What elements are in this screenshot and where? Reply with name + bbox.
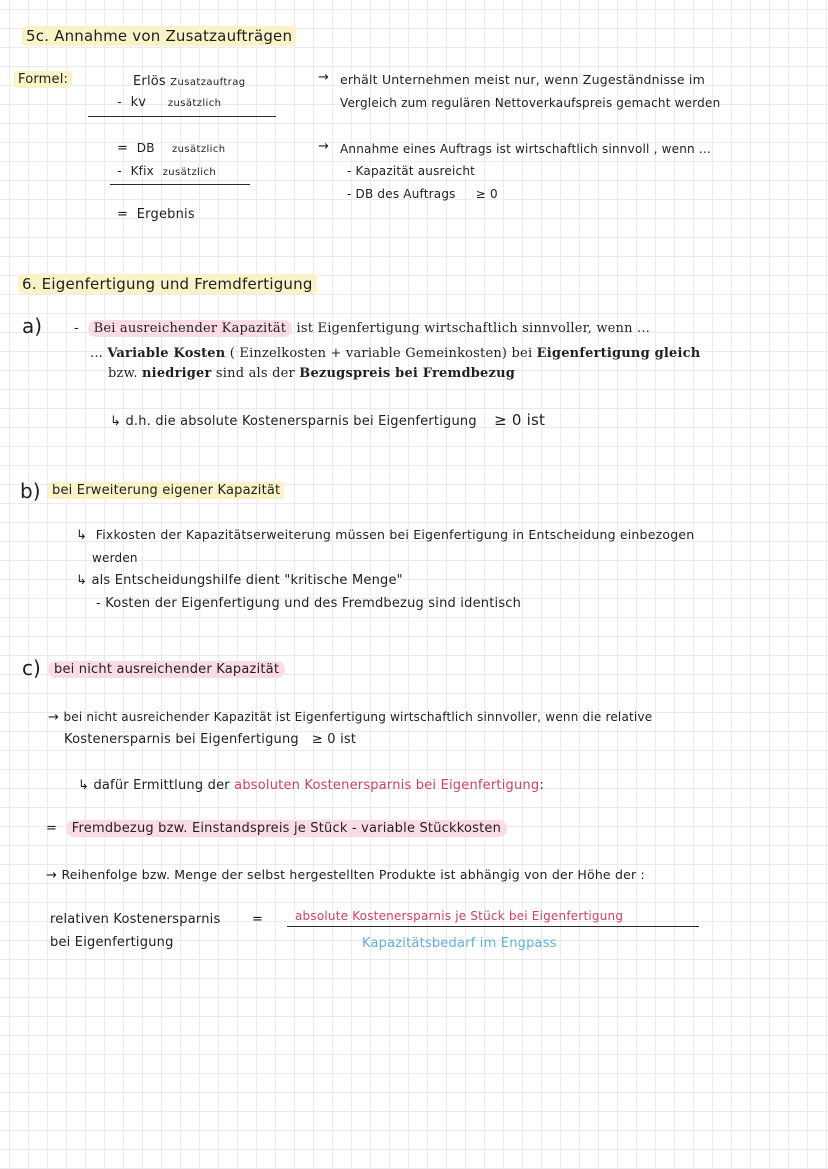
a-line-4: ↳ d.h. die absolute Kostenersparnis bei Eigenfertigung ≥ 0 ist [110,411,546,429]
subsection-c-label: c) [22,656,41,680]
b-line-1: ↳ Fixkosten der Kapazitätserweiterung müssen bei Eigenfertigung in Entscheidung einbezogen [76,527,695,543]
a-line-1: - Bei ausreichender Kapazität ist Eigenfertigung wirtschaftlich sinnvoller, wenn ... [74,321,651,336]
relative-savings-equals: = [252,912,264,927]
c-line-4: = Fremdbezug bzw. Einstandspreis je Stück - variable Stückkosten [46,821,507,837]
subsection-b-label: b) [20,479,41,503]
a-line-3: bzw. niedriger sind als der Bezugspreis bei Fremdbezug [108,366,516,381]
formel-label: Formel: [14,72,72,88]
formula-line-4: - Kfix zusätzlich [117,164,217,179]
a-line-2: ... Variable Kosten ( Einzelkosten + variable Gemeinkosten) bei Eigenfertigung gleich [90,346,701,361]
formula-line-5: = Ergebnis [117,207,195,222]
relative-savings-label-1: relativen Kostenersparnis [50,912,221,927]
note-1-line-1: erhält Unternehmen meist nur, wenn Zugeständnisse im [340,72,705,87]
subsection-a-label: a) [22,314,43,338]
b-title: bei Erweiterung eigener Kapazität [48,483,284,499]
fraction-denominator: Kapazitätsbedarf im Engpass [362,936,557,951]
fraction-numerator: absolute Kostenersparnis je Stück bei Eigenfertigung [295,909,624,923]
formula-line-2: - kv zusätzlich [117,95,222,110]
formula-line-3: = DB zusätzlich [117,141,226,156]
relative-savings-label-2: bei Eigenfertigung [50,935,174,950]
c-line-5: → Reihenfolge bzw. Menge der selbst hergestellten Produkte ist abhängig von der Höhe der : [46,867,645,883]
note-1-line-2: Vergleich zum regulären Nettoverkaufspreis gemacht werden [340,96,721,110]
formula-line-1: Erlös Zusatzauftrag [133,74,246,89]
formula-divider-2 [110,184,250,185]
b-line-3: ↳ als Entscheidungshilfe dient "kritische Menge" [76,573,403,588]
note-2-bullet-1: - Kapazität ausreicht [347,164,476,178]
c-title: bei nicht ausreichender Kapazität [48,662,285,678]
note-2-line-1: Annahme eines Auftrags ist wirtschaftlich sinnvoll , wenn ... [340,142,711,156]
c-line-1: → bei nicht ausreichender Kapazität ist Eigenfertigung wirtschaftlich sinnvoller, wenn die relative [48,710,653,725]
b-line-2: werden [92,551,138,565]
section-5c-title: 5c. Annahme von Zusatzaufträgen [22,28,296,44]
c-line-2: Kostenersparnis bei Eigenfertigung ≥ 0 ist [64,732,357,747]
note-2-bullet-2: - DB des Auftrags ≥ 0 [347,187,498,201]
formula-divider-1 [88,116,276,117]
c-line-3: ↳ dafür Ermittlung der absoluten Kostenersparnis bei Eigenfertigung: [78,778,544,793]
section-6-title: 6. Eigenfertigung und Fremdfertigung [18,276,317,292]
note-2-arrow: → [318,139,330,154]
b-line-4: - Kosten der Eigenfertigung und des Fremdbezug sind identisch [96,596,522,611]
note-1-arrow: → [318,70,330,85]
fraction-bar [287,926,699,927]
